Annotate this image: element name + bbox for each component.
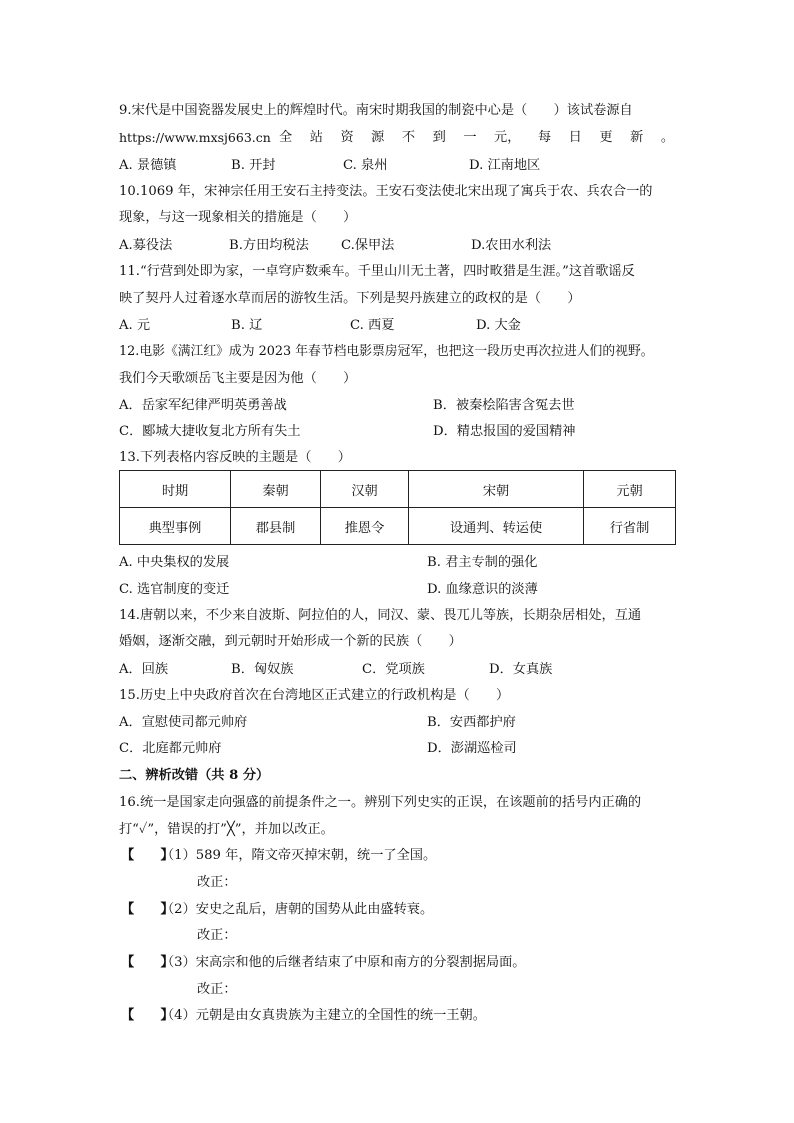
q11-option-a[interactable]: A. 元 [119,318,151,333]
q12-option-b[interactable]: B．被秦桧陷害含冤去世 [433,398,575,413]
q9-stem: 9.宋代是中国瓷器发展史上的辉煌时代。南宋时期我国的制瓷中心是（ ）该试卷源自 [119,103,633,118]
q9-option-c[interactable]: C. 泉州 [343,158,388,173]
q15-stem: 15.历史上中央政府首次在台湾地区正式建立的行政机构是（ ） [119,688,510,703]
q16-item-2 [121,901,433,919]
table-cell: 典型事例 [120,508,231,545]
table-cell: 汉朝 [321,471,409,508]
q14-option-c[interactable]: C．党项族 [362,662,425,677]
q14-option-d[interactable]: D．女真族 [489,662,553,677]
q12-option-d[interactable]: D．精忠报国的爱国精神 [433,424,576,439]
q9-option-d[interactable]: D. 江南地区 [469,158,541,173]
q10-stem-2: 现象，与这一现象相关的措施是（ ） [119,210,357,225]
q11-option-b[interactable]: B. 辽 [231,318,263,333]
q15-option-a[interactable]: A．宣慰使司都元帅府 [119,715,248,730]
table-cell: 宋朝 [409,471,584,508]
q16-item-3 [121,954,525,972]
answer-bracket[interactable]: 【 】 [121,902,174,917]
correction-label: 改正： [197,875,237,890]
q16-item-text: （2）安史之乱后，唐朝的国势从此由盛转衰。 [161,902,434,917]
q11-stem-1: 11.“行营到处即为家，一卓穹庐数乘车。千里山川无土著，四时畋猎是生涯。”这首歌谣反 [119,264,635,279]
q13-option-c[interactable]: C. 选官制度的变迁 [119,582,230,597]
q12-option-c[interactable]: C．郾城大捷收复北方所有失土 [119,424,301,439]
q13-stem: 13.下列表格内容反映的主题是（ ） [119,450,351,465]
table-cell: 时期 [120,471,231,508]
promo-text: 全 站 资 源 不 到 一 元， 每 日 更 新 。 [279,130,674,145]
q16-item-1 [121,847,436,865]
q13-option-a[interactable]: A. 中央集权的发展 [119,555,230,570]
q16-item-text: （1）589 年，隋文帝灭掉宋朝，统一了全国。 [161,848,437,863]
q13-table [119,470,676,545]
source-url: https://www.mxsj663.cn [119,130,271,145]
q11-stem-2: 映了契丹人过着逐水草而居的游牧生活。下列是契丹族建立的政权的是（ ） [119,291,581,306]
correction-label: 改正： [197,928,237,943]
q10-stem-1: 10.1069 年，宋神宗任用王安石主持变法。王安石变法使北宋出现了寓兵于农、兵农合一的 [119,184,653,199]
table-cell: 秦朝 [231,471,321,508]
answer-bracket[interactable]: 【 】 [121,955,174,970]
q14-option-b[interactable]: B．匈奴族 [231,662,294,677]
q16-stem-1: 16.统一是国家走向强盛的前提条件之一。辨别下列史实的正误，在该题前的括号内正确的 [119,795,642,810]
q14-stem-1: 14.唐朝以来，不少来自波斯、阿拉伯的人，同汉、蒙、畏兀儿等族，长期杂居相处，互通 [119,608,642,623]
q10-option-d[interactable]: D.农田水利法 [471,238,552,253]
q16-item-4 [121,1007,486,1025]
table-cell: 推恩令 [321,508,409,545]
q9-option-b[interactable]: B. 开封 [231,158,276,173]
table-cell: 设通判、转运使 [409,508,584,545]
table-cell: 行省制 [584,508,676,545]
table-row [120,508,676,545]
table-cell: 元朝 [584,471,676,508]
q13-option-d[interactable]: D. 血缘意识的淡薄 [427,582,538,597]
table-row [120,471,676,508]
q12-stem-1: 12.电影《满江红》成为 2023 年春节档电影票房冠军，也把这一段历史再次拉进人们的视野。 [119,344,654,359]
q15-option-c[interactable]: C．北庭都元帅府 [119,741,222,756]
q9-option-a[interactable]: A. 景德镇 [119,158,177,173]
q10-option-c[interactable]: C.保甲法 [341,238,395,253]
q14-stem-2: 婚姻，逐渐交融，到元朝时开始形成一个新的民族（ ） [119,634,462,649]
q16-item-text: （4）元朝是由女真贵族为主建立的全国性的统一王朝。 [161,1008,486,1023]
answer-bracket[interactable]: 【 】 [121,1008,174,1023]
q11-option-c[interactable]: C. 西夏 [350,318,395,333]
q12-stem-2: 我们今天歌颂岳飞主要是因为他（ ） [119,371,357,386]
q10-option-a[interactable]: A.募役法 [119,238,173,253]
q9-source-line [119,129,674,147]
q15-option-d[interactable]: D．澎湖巡检司 [427,741,517,756]
correction-label: 改正： [197,982,237,997]
q10-option-b[interactable]: B.方田均税法 [229,238,309,253]
table-cell: 郡县制 [231,508,321,545]
q11-option-d[interactable]: D. 大金 [476,318,521,333]
q14-option-a[interactable]: A．回族 [119,662,169,677]
q16-item-text: （3）宋高宗和他的后继者结束了中原和南方的分裂割据局面。 [161,955,526,970]
answer-bracket[interactable]: 【 】 [121,848,174,863]
q12-option-a[interactable]: A．岳家军纪律严明英勇善战 [119,398,287,413]
q16-stem-2: 打“✓”，错误的打”╳”，并加以改正。 [119,822,334,837]
section-title: 二、辨析改错（共 8 分） [119,768,270,783]
q15-option-b[interactable]: B．安西都护府 [427,715,516,730]
q13-option-b[interactable]: B. 君主专制的强化 [427,555,538,570]
